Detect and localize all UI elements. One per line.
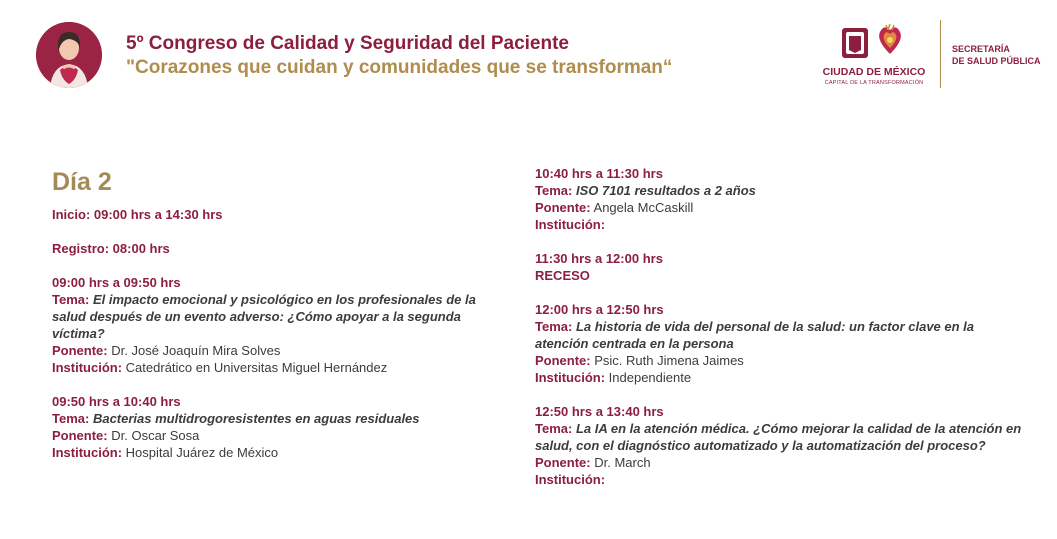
break-block	[535, 250, 1025, 284]
institucion-label: Institución:	[52, 445, 123, 460]
session-topic: ISO 7101 resultados a 2 años	[575, 183, 756, 198]
session-time: 09:50 hrs a 10:40 hrs	[52, 394, 181, 409]
session-1	[52, 274, 492, 376]
session-time: 12:50 hrs a 13:40 hrs	[535, 404, 664, 419]
schedule-right-column	[535, 165, 1025, 505]
institucion-label: Institución:	[535, 472, 606, 487]
ponente-label: Ponente:	[535, 455, 591, 470]
ponente-label: Ponente:	[52, 428, 108, 443]
session-topic: La historia de vida del personal de la salud: un factor clave en la atención centrada en la persona	[535, 319, 975, 351]
session-topic: El impacto emocional y psicológico en los profesionales de la salud después de un evento adverso: ¿Cómo apoyar a la segunda víctima?	[52, 292, 476, 341]
tema-label: Tema:	[535, 319, 573, 334]
session-speaker: Dr. March	[594, 455, 651, 470]
institucion-label: Institución:	[535, 217, 606, 232]
session-speaker: Angela McCaskill	[593, 200, 694, 215]
registration-time: Registro: 08:00 hrs	[52, 241, 170, 256]
header-divider	[940, 20, 941, 88]
session-5	[535, 403, 1025, 488]
session-institution: Hospital Juárez de México	[125, 445, 279, 460]
ponente-label: Ponente:	[535, 200, 591, 215]
tema-label: Tema:	[52, 411, 90, 426]
session-institution: Independiente	[608, 370, 692, 385]
secretaria-line2: DE SALUD PÚBLICA	[952, 56, 1041, 66]
tema-label: Tema:	[535, 183, 573, 198]
secretaria-line1: SECRETARÍA	[952, 44, 1010, 54]
ponente-label: Ponente:	[535, 353, 591, 368]
cdmx-logo-text: CIUDAD DE MÉXICO	[822, 66, 926, 78]
tema-label: Tema:	[52, 292, 90, 307]
session-speaker: Dr. Oscar Sosa	[111, 428, 200, 443]
session-time: 09:00 hrs a 09:50 hrs	[52, 275, 181, 290]
institucion-label: Institución:	[52, 360, 123, 375]
session-speaker: Dr. José Joaquín Mira Solves	[111, 343, 281, 358]
tema-label: Tema:	[535, 421, 573, 436]
congress-subtitle: "Corazones que cuidan y comunidades que se transforman“	[126, 57, 673, 78]
session-time: 10:40 hrs a 11:30 hrs	[535, 166, 663, 181]
session-2	[52, 393, 492, 461]
session-speaker: Psic. Ruth Jimena Jaimes	[594, 353, 744, 368]
session-topic: Bacterias multidrogoresistentes en aguas residuales	[92, 411, 420, 426]
session-institution: Catedrático en Universitas Miguel Hernández	[125, 360, 388, 375]
congress-logo	[36, 22, 102, 88]
break-label: RECESO	[535, 268, 590, 283]
session-3	[535, 165, 1025, 233]
cdmx-logo-tagline: CAPITAL DE LA TRANSFORMACIÓN	[824, 80, 924, 86]
session-4	[535, 301, 1025, 386]
break-time: 11:30 hrs a 12:00 hrs	[535, 251, 663, 266]
start-time: Inicio: 09:00 hrs a 14:30 hrs	[52, 207, 223, 222]
congress-title: 5º Congreso de Calidad y Seguridad del Paciente	[126, 33, 570, 54]
day-heading: Día 2	[52, 168, 112, 196]
session-topic: La IA en la atención médica. ¿Cómo mejorar la calidad de la atención en salud, con el diagnóstico automatizado y la automatización del proceso?	[535, 421, 1022, 453]
schedule-left-column	[52, 168, 492, 478]
institucion-label: Institución:	[535, 370, 606, 385]
header	[0, 0, 1057, 110]
ponente-label: Ponente:	[52, 343, 108, 358]
session-time: 12:00 hrs a 12:50 hrs	[535, 302, 664, 317]
